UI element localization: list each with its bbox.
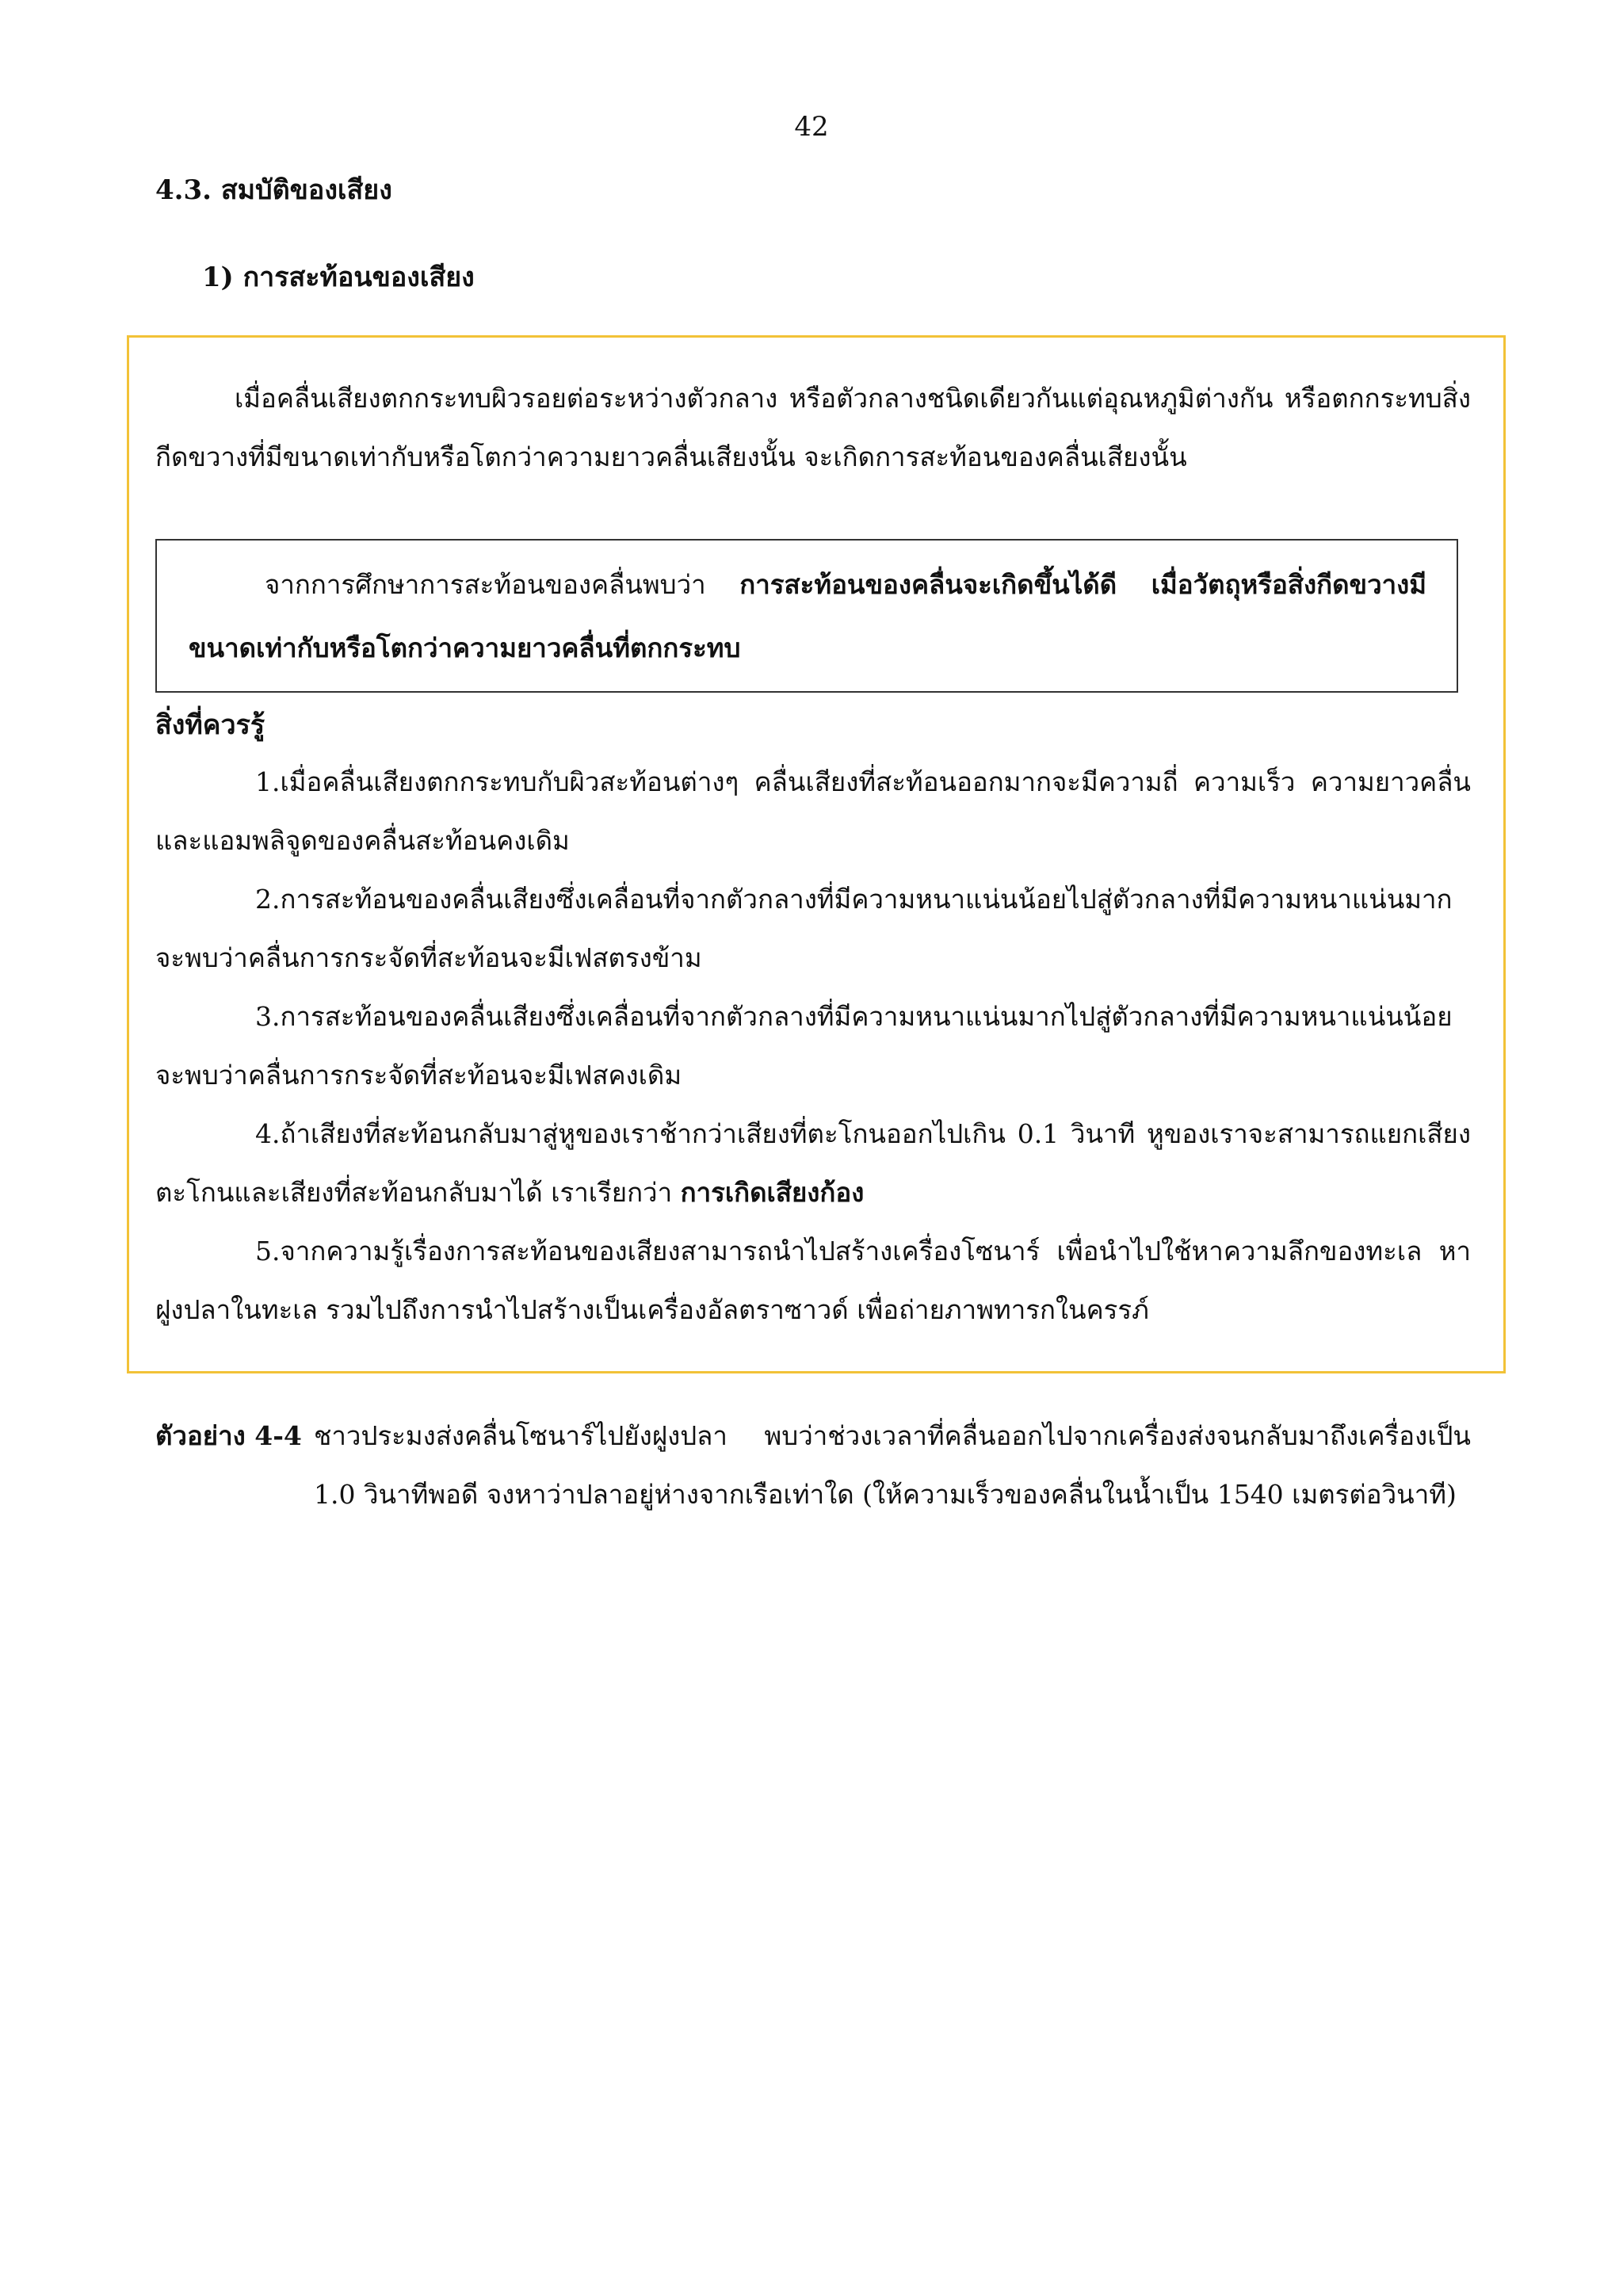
know-item-3: 3.การสะท้อนของคลื่นเสียงซึ่งเคลื่อนที่จากตัวกลางที่มีความหนาแน่นมากไปสู่ตัวกลางที่มีความหนาแน่นน้อย จะพบว่าคลื่นการกระจัดที่สะท้อนจะมีเฟสคงเดิม — [155, 1001, 1453, 1091]
example-label: ตัวอย่าง 4-4 — [155, 1420, 302, 1451]
page-number: 42 — [794, 111, 829, 143]
section-heading: 4.3. สมบัติของเสียง — [155, 174, 392, 206]
know-item-4-lead: 4.ถ้าเสียงที่สะท้อนกลับมาสู่หูของเราช้ากว่าเสียงที่ตะโกนออกไปเกิน 0.1 วินาที หูของเราจะสามารถแยกเสียงตะโกนและเสียงที่สะท้อนกลับมาได้ เราเรียกว่า — [155, 1118, 1471, 1208]
know-item-2: 2.การสะท้อนของคลื่นเสียงซึ่งเคลื่อนที่จากตัวกลางที่มีความหนาแน่นน้อยไปสู่ตัวกลางที่มีความหนาแน่นมาก จะพบว่าคลื่นการกระจัดที่สะท้อนจะมีเฟสตรงข้าม — [155, 884, 1453, 973]
example-text: ชาวประมงส่งคลื่นโซนาร์ไปยังฝูงปลา พบว่าช่วงเวลาที่คลื่นออกไปจากเครื่องส่งจนกลับมาถึงเครื่องเป็น 1.0 วินาทีพอดี จงหาว่าปลาอยู่ห่างจากเรือเท่าใด (ให้ความเร็วของคลื่นในน้ำเป็น 1540 เมตรต่อวินาที) — [314, 1420, 1471, 1510]
know-item-4 — [155, 1105, 1471, 1222]
sub-heading: 1) การสะท้อนของเสียง — [202, 262, 475, 293]
summary-box — [155, 539, 1458, 693]
know-heading: สิ่งที่ควรรู้ — [155, 709, 265, 741]
summary-lead: จากการศึกษาการสะท้อนของคลื่นพบว่า — [265, 569, 740, 600]
summary-bold: การสะท้อนของคลื่นจะเกิดขึ้นได้ดี เมื่อวัตถุหรือสิ่งกีดขวางมีขนาดเท่ากับหรือโตกว่าความยาวคลื่นที่ตกกระทบ — [189, 569, 1427, 663]
intro-paragraph: เมื่อคลื่นเสียงตกกระทบผิวรอยต่อระหว่างตัวกลาง หรือตัวกลางชนิดเดียวกันแต่อุณหภูมิต่างกัน หรือตกกระทบสิ่งกีดขวางที่มีขนาดเท่ากับหรือโตกว่าความยาวคลื่นเสียงนั้น จะเกิดการสะท้อนของคลื่นเสียงนั้น — [155, 383, 1471, 472]
know-item-1: 1.เมื่อคลื่นเสียงตกกระทบกับผิวสะท้อนต่างๆ คลื่นเสียงที่สะท้อนออกมากจะมีความถี่ ความเร็ว ความยาวคลื่นและแอมพลิจูดของคลื่นสะท้อนคงเดิม — [155, 766, 1471, 856]
know-list — [155, 753, 1471, 1339]
know-item-4-bold: การเกิดเสียงก้อง — [680, 1177, 865, 1208]
summary-text — [189, 553, 1426, 680]
example-block — [155, 1407, 1471, 1524]
know-item-5: 5.จากความรู้เรื่องการสะท้อนของเสียงสามารถนำไปสร้างเครื่องโซนาร์ เพื่อนำไปใช้หาความลึกของทะเล หาฝูงปลาในทะเล รวมไปถึงการนำไปสร้างเป็นเครื่องอัลตราซาวด์ เพื่อถ่ายภาพทารกในครรภ์ — [155, 1236, 1471, 1325]
